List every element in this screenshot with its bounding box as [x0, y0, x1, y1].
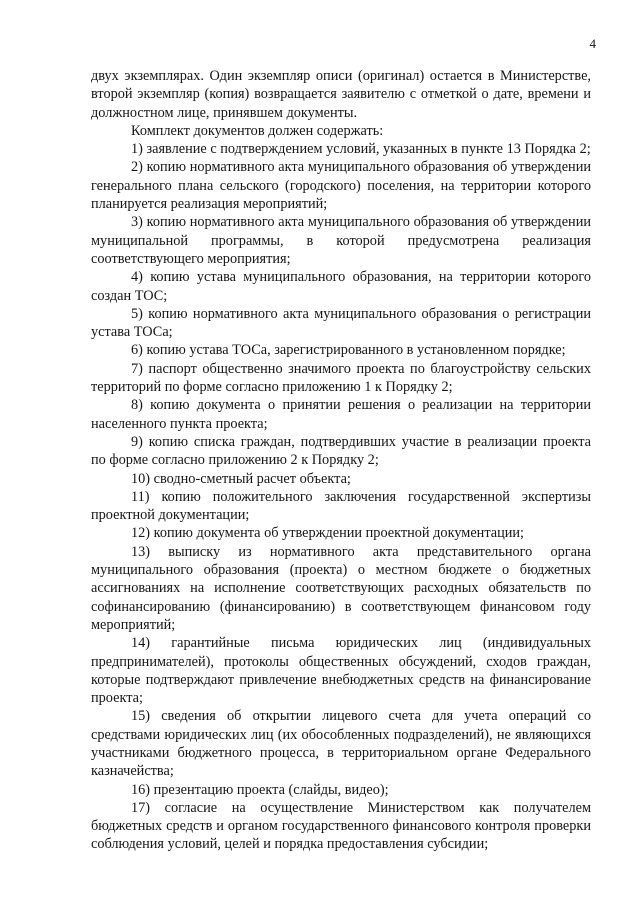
list-item-11: 11) копию положительного заключения государственной экспертизы проектной документации; — [91, 488, 591, 524]
list-item-15: 15) сведения об открытии лицевого счета для учета операций со средствами юридических лиц (их обособленных подразделений), не являющихся участниками бюджетного процесса, в территориальном органе Федерального казначейства; — [91, 708, 591, 780]
list-item-17: 17) согласие на осуществление Министерством как получателем бюджетных средств и органом государственного финансового контроля проверки соблюдения условий, целей и порядка предоставления субсидии; — [91, 799, 591, 853]
list-item-2: 2) копию нормативного акта муниципального образования об утверждении генерального плана сельского (городского) поселения, на территории которого планируется реализация мероприятий; — [91, 159, 591, 213]
list-item-12: 12) копию документа об утверждении проектной документации; — [131, 525, 525, 542]
list-item-3: 3) копию нормативного акта муниципального образования об утверждении муниципальной программы, в которой предусмотрена реализация соответствующего мероприятия; — [91, 214, 591, 267]
list-item-5: 5) копию нормативного акта муниципального образования о регистрации устава ТОСа; — [91, 305, 591, 341]
document-body — [91, 67, 591, 854]
list-item-13: 13) выписку из нормативного акта представительного органа муниципального образования (проекта) о местном бюджете о бюджетных ассигнованиях на исполнение соответствующих расходных обязательств по софинансированию (финансированию) в соответствующем финансовом году мероприятий; — [91, 543, 591, 633]
list-item-7: 7) паспорт общественно значимого проекта по благоустройству сельских территорий по форме согласно приложению 1 к Порядку 2; — [91, 360, 591, 396]
list-item-4: 4) копию устава муниципального образования, на территории которого создан ТОС; — [91, 269, 591, 304]
list-item-10: 10) сводно-сметный расчет объекта; — [131, 470, 351, 487]
list-item-1: 1) заявление с подтверждением условий, указанных в пункте 13 Порядка 2; — [131, 141, 591, 158]
list-item-14: 14) гарантийные письма юридических лиц (индивидуальных предпринимателей), протоколы общественных обсуждений, сходов граждан, которые подтверждают привлечение внебюджетных средств на финансирование проекта; — [91, 635, 591, 707]
page-number: 4 — [589, 36, 596, 51]
list-item-8: 8) копию документа о принятии решения о реализации на территории населенного пункта проекта; — [91, 397, 591, 432]
list-item-16: 16) презентацию проекта (слайды, видео); — [131, 781, 389, 798]
list-item-9: 9) копию списка граждан, подтвердивших участие в реализации проекта по форме согласно приложению 2 к Порядку 2; — [91, 433, 591, 469]
list-heading: Комплект документов должен содержать: — [131, 122, 384, 139]
paragraph-continuation: двух экземплярах. Один экземпляр описи (оригинал) остается в Министерстве, второй экземпляр (копия) возвращается заявителю с отметкой о дате, времени и должностном лице, принявшем документы. — [91, 68, 591, 121]
list-item-6: 6) копию устава ТОСа, зарегистрированного в установленном порядке; — [131, 342, 566, 359]
